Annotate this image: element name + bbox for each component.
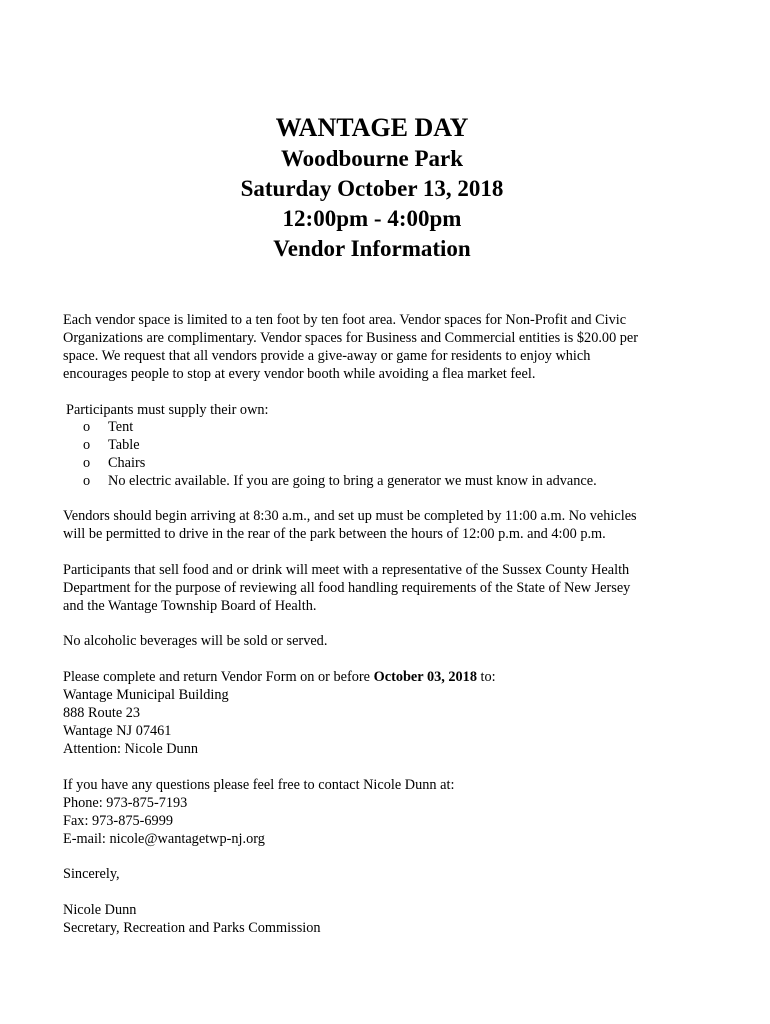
- paragraph-line: encourages people to stop at every vendor booth while avoiding a flea market feel.: [63, 366, 536, 382]
- signature-title: Secretary, Recreation and Parks Commission: [63, 920, 321, 936]
- return-prefix: Please complete and return Vendor Form on or before: [63, 669, 374, 685]
- section-heading: Vendor Information: [273, 236, 471, 261]
- contact-info: [63, 776, 693, 848]
- list-item: [83, 418, 597, 436]
- event-title: WANTAGE DAY: [275, 113, 469, 142]
- list-item-text: Table: [108, 437, 140, 453]
- list-item-text: Chairs: [108, 455, 146, 471]
- return-deadline: October 03, 2018: [373, 669, 477, 685]
- address-line: 888 Route 23: [63, 705, 141, 721]
- paragraph-line: and the Wantage Township Board of Health.: [63, 598, 317, 614]
- list-item-text: No electric available. If you are going to bring a generator we must know in advance.: [108, 473, 597, 489]
- return-instruction: [63, 668, 693, 686]
- paragraph-line: Participants that sell food and or drink will meet with a representative of the Sussex County Health: [63, 562, 630, 578]
- address-line: Wantage NJ 07461: [63, 723, 172, 739]
- paragraph-line: space. We request that all vendors provide a give-away or game for residents to enjoy which: [63, 348, 591, 364]
- signature-name: Nicole Dunn: [63, 902, 137, 918]
- list-item: [83, 454, 597, 472]
- list-item-text: Tent: [108, 419, 134, 435]
- bullet-marker: o: [83, 455, 91, 471]
- arrival-paragraph: [63, 507, 693, 543]
- contact-intro: If you have any questions please feel free to contact Nicole Dunn at:: [63, 777, 455, 793]
- contact-fax: Fax: 973-875-6999: [63, 813, 173, 829]
- event-date: Saturday October 13, 2018: [240, 176, 504, 201]
- return-info: [63, 668, 693, 758]
- intro-paragraph: [63, 311, 693, 383]
- bullet-marker: o: [83, 419, 91, 435]
- address-line: Attention: Nicole Dunn: [63, 741, 199, 757]
- alcohol-notice: No alcoholic beverages will be sold or served.: [63, 633, 328, 649]
- event-header: [0, 112, 744, 264]
- participants-intro: Participants must supply their own:: [66, 402, 269, 418]
- paragraph-line: Organizations are complimentary. Vendor spaces for Business and Commercial entities is $20.00 per: [63, 330, 639, 346]
- closing: Sincerely,: [63, 866, 120, 882]
- paragraph-line: Vendors should begin arriving at 8:30 a.m., and set up must be completed by 11:00 a.m. No vehicles: [63, 508, 637, 524]
- signature-block: [63, 901, 693, 937]
- return-suffix: to:: [476, 669, 496, 685]
- paragraph-line: Each vendor space is limited to a ten foot by ten foot area. Vendor spaces for Non-Profit and Civic: [63, 312, 627, 328]
- event-time: 12:00pm - 4:00pm: [282, 206, 462, 231]
- paragraph-line: will be permitted to drive in the rear of the park between the hours of 12:00 p.m. and 4:00 p.m.: [63, 526, 606, 542]
- contact-phone: Phone: 973-875-7193: [63, 795, 188, 811]
- address-line: Wantage Municipal Building: [63, 687, 229, 703]
- contact-email: E-mail: nicole@wantagetwp-nj.org: [63, 831, 265, 847]
- list-item: [83, 472, 597, 490]
- event-location: Woodbourne Park: [280, 146, 464, 171]
- food-paragraph: [63, 561, 693, 615]
- bullet-marker: o: [83, 437, 91, 453]
- paragraph-line: Department for the purpose of reviewing all food handling requirements of the State of New Jersey: [63, 580, 631, 596]
- supply-list: [83, 418, 597, 490]
- list-item: [83, 436, 597, 454]
- bullet-marker: o: [83, 473, 91, 489]
